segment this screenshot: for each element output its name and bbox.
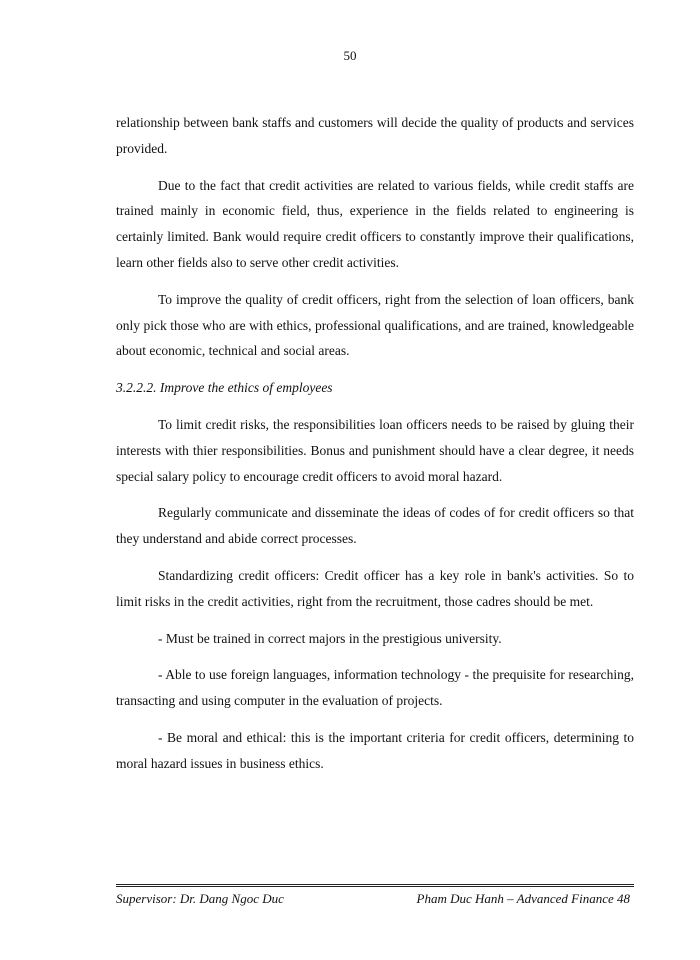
document-body [116,110,634,788]
list-item: - Be moral and ethical: this is the important criteria for credit officers, determining to moral hazard issues in business ethics. [116,729,634,771]
page-number: 50 [343,48,357,63]
paragraph: To improve the quality of credit officers, right from the selection of loan officers, bank only pick those who are with ethics, professional qualifications, and are trained, knowledgeable about economic, technical and social areas. [116,291,634,359]
paragraph: Standardizing credit officers: Credit officer has a key role in bank's activities. So to limit risks in the credit activities, right from the recruitment, those cadres should be met. [116,567,634,609]
list-item: - Must be trained in correct majors in the prestigious university. [158,630,502,646]
section-heading: 3.2.2.2. Improve the ethics of employees [116,380,333,396]
paragraph: To limit credit risks, the responsibilities loan officers needs to be raised by gluing their interests with thier responsibilities. Bonus and punishment should have a clear degree, it needs special salary policy to encourage credit officers to avoid moral hazard. [116,416,634,484]
paragraph: Regularly communicate and disseminate the ideas of codes of for credit officers so that they understand and abide correct processes. [116,505,634,547]
footer-divider [116,884,634,887]
footer-author: Pham Duc Hanh – Advanced Finance 48 [416,891,630,906]
list-item: - Able to use foreign languages, information technology - the prequisite for researching, transacting and using computer in the evaluation of projects. [116,667,634,709]
paragraph: relationship between bank staffs and customers will decide the quality of products and services provided. [116,115,634,156]
footer-supervisor: Supervisor: Dr. Dang Ngoc Duc [116,891,284,906]
paragraph: Due to the fact that credit activities are related to various fields, while credit staffs are trained mainly in economic field, thus, experience in the fields related to engineering is certainly limited. Bank would require credit officers to constantly improve their qualifications, learn other fields also to serve other credit activities. [116,177,634,270]
